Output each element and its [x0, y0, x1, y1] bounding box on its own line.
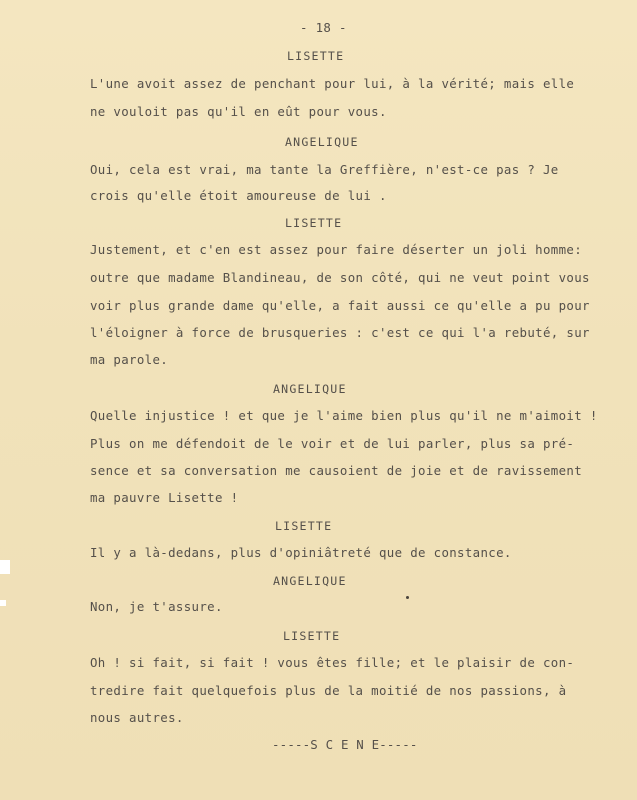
ink-speck	[406, 596, 409, 599]
dialogue-line: Plus on me défendoit de le voir et de lui parler, plus sa pré-	[90, 436, 575, 451]
torn-edge	[0, 600, 6, 606]
dialogue-line: Oh ! si fait, si fait ! vous êtes fille; et le plaisir de con-	[90, 655, 575, 670]
dialogue-line: ma pauvre Lisette !	[90, 490, 239, 505]
dialogue-line: ne vouloit pas qu'il en eût pour vous.	[90, 104, 387, 119]
dialogue-line: Il y a là-dedans, plus d'opiniâtreté que de constance.	[90, 545, 512, 560]
dialogue-line: Oui, cela est vrai, ma tante la Greffière, n'est-ce pas ? Je	[90, 162, 559, 177]
dialogue-line: outre que madame Blandineau, de son côté, qui ne veut point vous	[90, 270, 590, 285]
speaker-name: LISETTE	[285, 216, 343, 230]
speaker-name: ANGELIQUE	[285, 135, 359, 149]
scene-heading: -----S C E N E-----	[272, 737, 418, 752]
page-number: - 18 -	[300, 20, 347, 35]
dialogue-line: sence et sa conversation me causoient de joie et de ravissement	[90, 463, 583, 478]
dialogue-line: nous autres.	[90, 710, 184, 725]
dialogue-line: L'une avoit assez de penchant pour lui, à la vérité; mais elle	[90, 76, 575, 91]
speaker-name: LISETTE	[283, 629, 341, 643]
dialogue-line: Justement, et c'en est assez pour faire déserter un joli homme:	[90, 242, 583, 257]
speaker-name: ANGELIQUE	[273, 382, 347, 396]
dialogue-line: ma parole.	[90, 352, 169, 367]
dialogue-line: tredire fait quelquefois plus de la moitié de nos passions, à	[90, 683, 567, 698]
speaker-name: LISETTE	[287, 49, 345, 63]
dialogue-line: l'éloigner à force de brusqueries : c'est ce qui l'a rebuté, sur	[90, 325, 590, 340]
dialogue-line: Non, je t'assure.	[90, 599, 223, 614]
dialogue-line: voir plus grande dame qu'elle, a fait aussi ce qu'elle a pu pour	[90, 298, 590, 313]
speaker-name: ANGELIQUE	[273, 574, 347, 588]
torn-edge	[0, 560, 10, 574]
dialogue-line: crois qu'elle étoit amoureuse de lui .	[90, 188, 387, 203]
dialogue-line: Quelle injustice ! et que je l'aime bien plus qu'il ne m'aimoit !	[90, 408, 598, 423]
speaker-name: LISETTE	[275, 519, 333, 533]
